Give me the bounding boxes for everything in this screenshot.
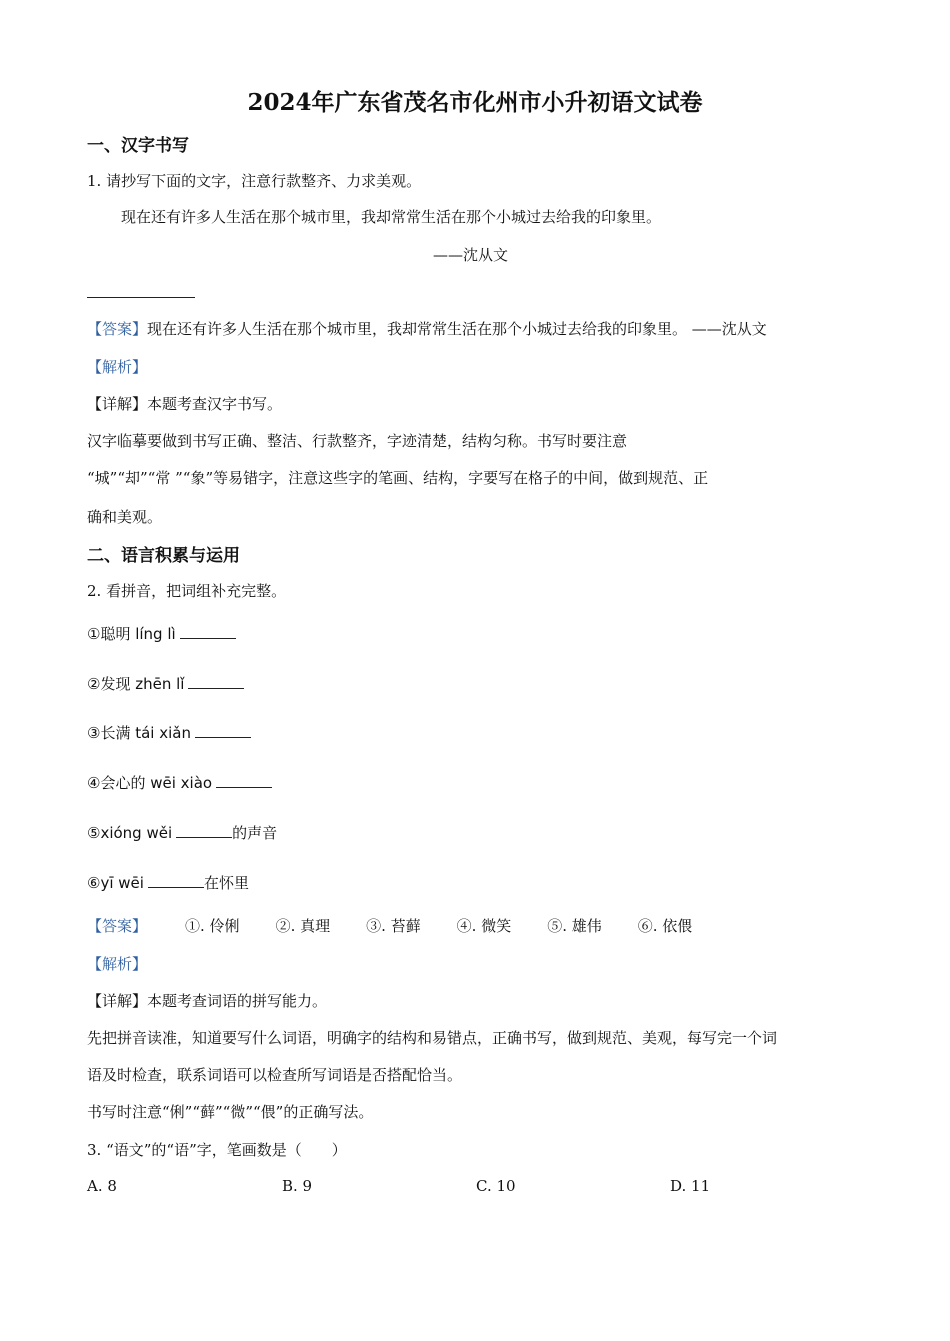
question-2-stem: 2. 看拼音，把词组补充完整。 [87,582,287,600]
page-title: 2024年广东省茂名市化州市小升初语文试卷 [247,89,703,116]
pinyin-item: ①聪明 líng lì [87,623,236,644]
pinyin-item: ⑥yī wēi 在怀里 [87,874,249,892]
answer-blank[interactable] [195,725,251,738]
explain-text: 语及时检查，联系词语可以检查所写词语是否搭配恰当。 [87,1066,463,1084]
answer-blank[interactable] [216,775,272,788]
pinyin-item: ②发现 zhēn lǐ [87,673,244,694]
writing-line [87,297,195,298]
question-2-answers [87,915,728,936]
explain-text: 汉字临摹要做到书写正确、整洁、行款整齐，字迹清楚，结构匀称。书写时要注意 [87,432,628,450]
option-d[interactable]: D. 11 [670,1177,711,1195]
pinyin-item: ③长满 tái xiǎn [87,722,251,743]
question-1-stem: 1. 请抄写下面的文字，注意行款整齐、力求美观。 [87,172,422,190]
answer-item: ②. 真理 [275,917,331,935]
detail-text: 【详解】本题考查词语的拼写能力。 [87,992,328,1010]
detail-text: 【详解】本题考查汉字书写。 [87,395,283,413]
question-3-stem: 3. “语文”的“语”字，笔画数是（ ） [87,1141,347,1159]
question-1-author: ——沈从文 [433,246,509,264]
option-c[interactable]: C. 10 [476,1177,516,1195]
answer-blank[interactable] [148,875,204,888]
question-1-answer [87,318,767,339]
answer-text: 现在还有许多人生活在那个城市里，我却常常生活在那个小城过去给我的印象里。 ——沈从文 [147,320,767,338]
answer-blank[interactable] [180,626,236,639]
answer-blank[interactable] [176,825,232,838]
explain-text: “城”“却”“常 ”“象”等易错字，注意这些字的笔画、结构，字要写在格子的中间，做到规范、正 [87,469,709,487]
explain-text: 先把拼音读准，知道要写什么词语，明确字的结构和易错点，正确书写，做到规范、美观，每写完一个词 [87,1029,778,1047]
pinyin-item: ④会心的 wēi xiào [87,772,272,793]
answer-item: ⑤. 雄伟 [547,917,602,935]
analysis-label: 【解析】 [87,358,148,376]
section-heading-2: 二、语言积累与运用 [87,546,240,566]
explain-text: 书写时注意“俐”“藓”“微”“偎”的正确写法。 [87,1103,374,1121]
section-heading-1: 一、汉字书写 [87,136,189,156]
answer-item: ⑥. 依偎 [637,917,693,935]
answer-item: ③. 苔藓 [366,917,421,935]
option-a[interactable]: A. 8 [87,1177,117,1195]
answer-blank[interactable] [188,676,244,689]
option-b[interactable]: B. 9 [282,1177,313,1195]
answer-label: 【答案】 [87,917,148,935]
answer-item: ④. 微笑 [456,917,512,935]
answer-item: ①. 伶俐 [185,917,240,935]
answer-label: 【答案】 [87,320,148,338]
explain-text: 确和美观。 [87,508,163,526]
analysis-label: 【解析】 [87,955,148,973]
pinyin-item: ⑤xióng wěi 的声音 [87,824,278,842]
question-1-passage: 现在还有许多人生活在那个城市里，我却常常生活在那个小城过去给我的印象里。 [121,208,662,226]
